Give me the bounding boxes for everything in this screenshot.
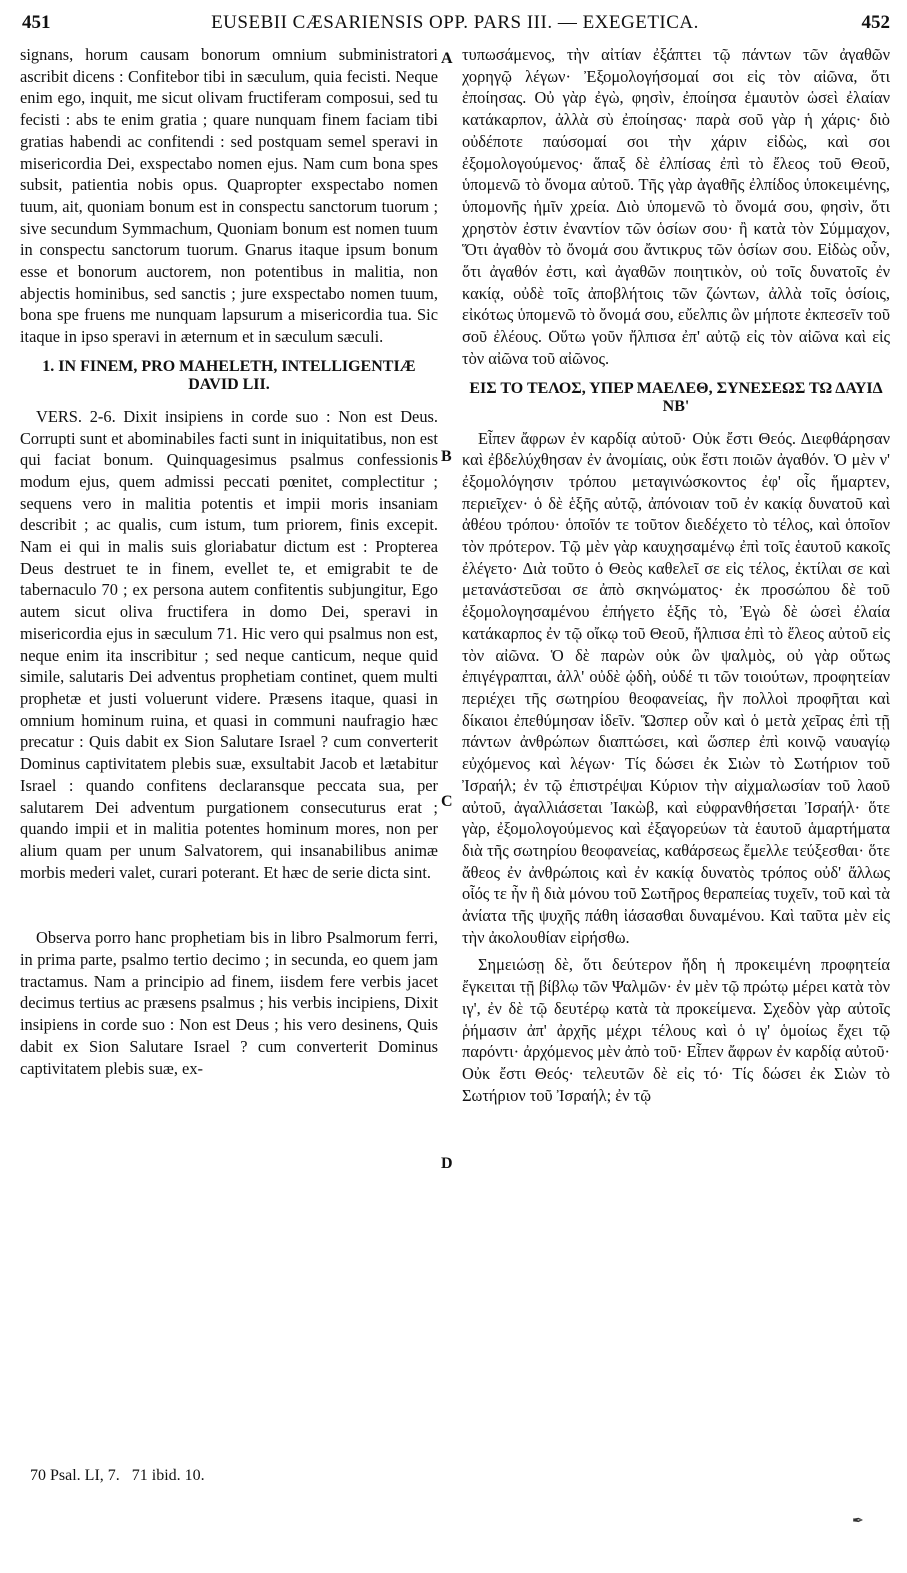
latin-paragraph-2: VERS. 2-6. Dixit insipiens in corde suo : Non est Deus. Corrupti sunt et abominabiles facti sunt in iniquitatibus, non est qui faciat bonum. Quinquagesimus psalmus confessionis modum ejus, quem admissi peccati pœnitet, complectitur ; sequens vero in malitia potentis et impii moris insaniam describit ; ac qualis, cum istum, tum priorem, finis excepit. Nam ei qui in malis suis gloriabatur dictum est : Propterea Deus destruet te in finem, evellet te, et emigrabit te de tabernaculo 70 ; ex persona autem confitentis subjungitur, Ego autem sicut oliva fructifera in domo Dei, speravi in misericordia ejus in sæculum 71. Hic vero qui psalmus non est, neque enim ita inscribitur ; sed neque canticum, neque quid simile, salutaris Dei adventus prophetiam continet, quem multi prophetæ et justi voluerunt videre. Præsens itaque, quasi in omnium hominum ruina, et quasi in communi naufragio hæc precatur : Quis dabit ex Sion Salutare Israel ? cum converterit Dominus captivitatem plebis suæ, exsultabit Jacob et lætabitur Israel : quando confitens declaransque peccata sua, per salutarem Dei adventum purgationem consecuturus erat ; quando impii et in malitia potentes hominum mores, non per alium quam per unum Salvatorem, qui insanabilibus animæ morbis mederi valet, curari poterant. Et hæc de serie dicta sint. xyxy=(20,406,438,882)
greek-paragraph-2: Εἶπεν ἄφρων ἐν καρδίᾳ αὐτοῦ· Οὐκ ἔστι Θεός. Διεφθάρησαν καὶ ἐβδελύχθησαν ἐν ἀνομίαις, οὐκ ἔστι ποιῶν ἀγαθόν. Ὁ μὲν ν' ἐξομολόγησιν τρόπου μεταγινώσκοντος ἐφ' οἷς ἥμαρτεν, περιεῖχεν· ὁ δὲ ἑξῆς αὐτῷ, ἀπόνοιαν τοῦ ἐν κακίᾳ δυνατοῦ καὶ ἀθέου τρόπου· ὁποῖόν τε τοῦτον διεδέχετο τὸ τέλος, καὶ ὁποῖον τὸν πρότερον. Τῷ μὲν γὰρ καυχησαμένῳ ἐπὶ τοῖς ἑαυτοῦ κακοῖς ἐλέγετο· Διὰ τοῦτο ὁ Θεὸς καθελεῖ σε εἰς τέλος, ἐκτίλαι σε καὶ μετανάστεῦσαι σε ἀπὸ σκηνώματος· ἐκ προσώπου δὲ τοῦ ἐξομολογησαμένου ἐπήγετο ἑξῆς τὸ, Ἐγὼ δὲ ὡσεὶ ἐλαία κατάκαρπος ἐν τῷ οἴκῳ τοῦ Θεοῦ, ἤλπισα ἐπὶ τὸ ἔλεος αὐτοῦ εἰς τὸν αἰῶνα. Ὁ δὲ παρὼν οὐκ ὢν ψαλμὸς, οὐ γὰρ οὕτως ἐπιγέγραπται, ἀλλ' οὐδὲ ᾠδὴ, οὐδέ τι τῶν τοιούτων, προφητείαν περιέχει τῆς σωτηρίου θεοφανείας, ἣν πολλοὶ προφῆται καὶ δίκαιοι ἐπεθύμησαν ἰδεῖν. Ὥσπερ οὖν καὶ ὁ μετὰ χεῖρας ἐπὶ τῇ πάντων ἀνθρώπων διαπτώσει, καὶ ὥσπερ ἐπὶ κοινῷ ναυαγίῳ εὐχόμενος καὶ λέγων· Τίς δώσει ἐκ Σιὼν τὸ Σωτήριον τοῦ Ἰσραήλ; ἐν τῷ ἐπιστρέψαι Κύριον τὴν αἰχμαλωσίαν τοῦ λαοῦ αὐτοῦ, ἀγαλλιάσεται Ἰακὼβ, καὶ εὐφρανθήσεται Ἰσραήλ· ὅτε γὰρ, ἐξομολογούμενος καὶ ἐξαγορεύων τὰ ἑαυτοῦ ἁμαρτήματα διὰ τῆς σωτηρίου θεοφανείας, καθάρσεως ἔμελλε τεύξεσθαι· ὅτε ἄθεος ἐν ἀνθρώποις καὶ ἐν κακίᾳ δυνατὸς τρόπος οὐδ' ἄλλως οἷός τε ἦν ἢ διὰ μόνου τοῦ Σωτῆρος θεραπείας τυχεῖν, τοῦ καὶ τὰ ἀνίατα τῆς ψυχῆς πάθη ἰάσασθαι δυναμένου. Καὶ ταῦτα μὲν εἰς τὴν ἀκολουθίαν εἰρήσθω. xyxy=(462,428,890,947)
running-title: EUSEBII CÆSARIENSIS OPP. PARS III. — EXEGETICA. xyxy=(211,12,699,33)
greek-section-heading: ΕΙΣ ΤΟ ΤΕΛΟΣ, ΥΠΕΡ ΜΑΕΛΕΘ, ΣΥΝΕΣΕΩΣ ΤΩ ΔΑΥΙΔ ΝΒ' xyxy=(469,379,883,415)
footnote-70: 70 Psal. LI, 7. xyxy=(30,1467,120,1484)
footnotes xyxy=(30,1467,205,1485)
page-number-left: 451 xyxy=(22,12,51,33)
latin-column xyxy=(20,44,438,1079)
greek-paragraph-1: τυπωσάμενος, τὴν αἰτίαν ἐξάπτει τῷ πάντων τῶν ἀγαθῶν χορηγῷ λέγων· Ἐξομολογήσομαί σοι εἰς τὸν αἰῶνα, ὅτι ἐποίησας. Οὐ γὰρ ἐγὼ, φησὶν, ἐποίησα ἐμαυτὸν ὡσεὶ ἐλαίαν κατάκαρπον, ἀλλὰ σὺ ἐποίησας· παρὰ σοῦ γὰρ ἡ χάρις· διὸ οὐδέποτε παύσομαί σοι τὴν χάριν εἰδὼς, καὶ σοι ἐξομολογούμενος· ἅπαξ δὲ ἐλπίσας ἐπὶ τὸ ἔλεος τοῦ Θεοῦ, ὑπομενῶ τὸ ὄνομα αὐτοῦ. Τῆς γὰρ ἀγαθῆς ἐλπίδος ὑποκειμένης, ὑπομονῆς ἡμῖν χρεία. Διὸ ὑπομενῶ τὸ ὄνομά σου, φησὶν, ὅτι χρηστὸν ἐστιν ἐναντίον τῶν ὁσίων σου· ἢ κατὰ τὸν Σύμμαχον, Ὅτι ἀγαθὸν τὸ ὄνομά σου ἄντικρυς τῶν ὁσίων σου. Εἰδὼς οὖν, ὅτι ἀγαθόν ἐστι, καὶ ἀγαθῶν ποιητικὸν, οὐ τοῖς δυνατοῖς ἐν κακίᾳ, οὐδὲ τοῖς ἀποβλήτοις τῶν ζώντων, ἀλλὰ τοῖς ὁσίοις, εἰκότως ὑπομενῶ τὸ ὄνομά σου, εὔελπις ὢν μήποτε ἐκπεσεῖν τοῦ σοῦ ἐλέους. Οὕτω γοῦν ἤλπισα ἐπ' αὐτῷ εἰς τὸν αἰῶνα καὶ εἰς τὸν αἰῶνα τοῦ αἰῶνος. xyxy=(462,45,890,368)
greek-paragraph-3: Σημειώσῃ δὲ, ὅτι δεύτερον ἤδη ἡ προκειμένη προφητεία ἔγκειται τῇ βίβλῳ τῶν Ψαλμῶν· ἐν μὲν τῷ πρώτῳ μέρει κατὰ τὸν ιγ', ἐν δὲ τῷ δευτέρῳ κατὰ τὰ προκείμενα. Σχεδὸν γὰρ αὐτοῖς ῥήμασιν ἀπ' ἀρχῆς μέχρι τέλους καὶ ὁ ιγ' ὁμοίως ἔχει τῷ παρόντι· ἀρχόμενος μὲν ἀπὸ τοῦ· Εἶπεν ἄφρων ἐν καρδίᾳ αὐτοῦ· Οὐκ ἔστι Θεός· τελευτῶν δὲ εἰς τό· Τίς δώσει ἐκ Σιὼν τὸ Σωτήριον τοῦ Ἰσραήλ; ἐν τῷ xyxy=(462,955,890,1105)
paragraph-gap xyxy=(20,883,438,927)
ink-mark-icon: ✒ xyxy=(852,1514,864,1529)
footnote-71: 71 ibid. 10. xyxy=(131,1467,205,1484)
latin-paragraph-3: Observa porro hanc prophetiam bis in libro Psalmorum ferri, in prima parte, psalmo tertio decimo ; in secunda, eo quem jam tractamus. Nam a principio ad finem, iisdem fere verbis jacet decimus tertius ac præsens psalmus ; his verbis incipiens, Dixit insipiens in corde suo : Non est Deus ; his vero desinens, Quis dabit ex Sion Salutare Israel ? cum converterit Dominus captivitatem plebis suæ, ex- xyxy=(20,928,438,1078)
margin-letter-d: D xyxy=(441,1155,453,1172)
margin-letter-a: A xyxy=(441,50,453,67)
running-header xyxy=(20,6,890,38)
latin-paragraph-1: signans, horum causam bonorum omnium subministratori ascribit dicens : Confitebor tibi in sæculum, quia fecisti. Neque enim ego, inquit, me sicut olivam fructiferam composui, sed tu fecisti : abs te enim gratia ; quare nunquam finem faciam tibi gratias habendi ac confitendi : sed postquam semel speravi in misericordia Dei, exspectabo nomen ejus. Nam cum bona spes subsit, patientia nobis opus. Quapropter exspectabo nomen tuum, ait, quoniam bonum est in conspectu sanctorum tuorum ; sive secundum Symmachum, Quoniam bonum est nomen tuum in conspectu sanctorum tuorum. Gnarus itaque ipsum bonum esse et bonorum auctorem, non potentibus in malitia, non abjectis hominibus, sed sanctis ; jure exspectabo nomen tuum, bona spe fruens me nunquam lapsurum a misericordia tua. Sic itaque in ipso speravi in æternum et in sæculum sæculi. xyxy=(20,45,438,347)
latin-section-heading: 1. IN FINEM, PRO MAHELETH, INTELLIGENTIÆ DAVID LII. xyxy=(42,357,416,393)
margin-letter-c: C xyxy=(441,793,453,810)
margin-letter-b: B xyxy=(441,448,452,465)
page-number-right: 452 xyxy=(861,12,890,33)
greek-column xyxy=(462,44,890,1106)
